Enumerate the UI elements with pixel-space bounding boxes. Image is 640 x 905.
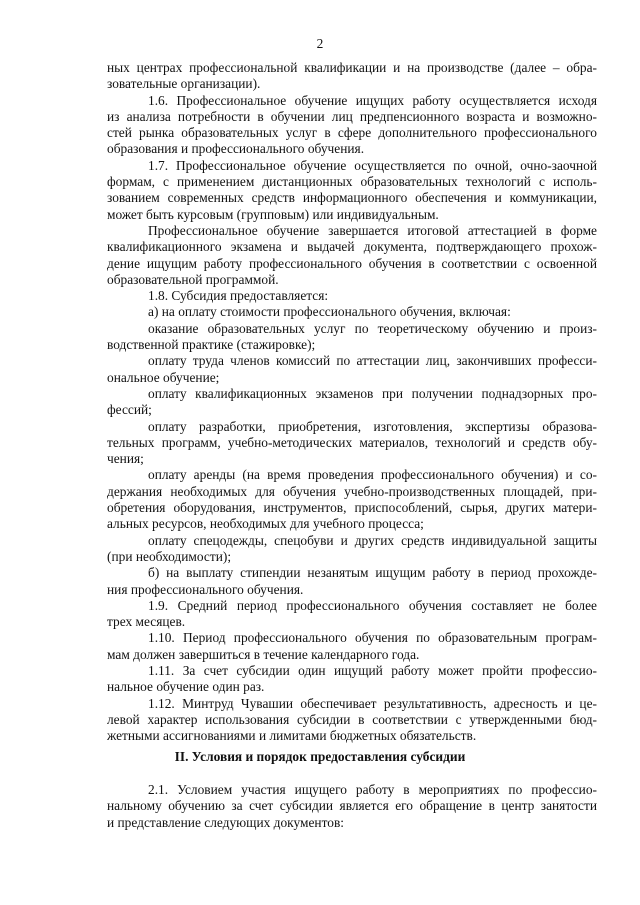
text-line: 1.9. Средний период профессионального обучения составляет не более xyxy=(148,597,597,613)
text-line: зовательные организации). xyxy=(107,76,261,92)
text-line: альных ресурсов, необходимых для учебного процесса; xyxy=(107,516,424,532)
text-line: зованием современных средств информационного обеспечения и коммуникации, xyxy=(107,190,597,206)
text-line: из анализа потребности в обучении лиц предпенсионного возраста и возможно- xyxy=(107,108,597,124)
text-line: ных центрах профессиональной квалификации и на производстве (далее – обра- xyxy=(107,60,597,75)
text-line: обретения оборудования, инструментов, приспособлений, сырья, других матери- xyxy=(107,500,597,516)
text-line: стей рынка образовательных услуг в сфере дополнительного профессионального xyxy=(107,125,597,141)
text-line: и представление следующих документов: xyxy=(107,814,345,830)
text-line: формам, с применением дистанционных образовательных технологий с исполь- xyxy=(107,174,597,190)
text-line: Профессиональное обучение завершается итоговой аттестацией в форме xyxy=(148,222,597,238)
text-line: нальное обучение один раз. xyxy=(107,679,265,695)
text-line: б) на выплату стипендии незанятым ищущим работу в период прохожде- xyxy=(148,565,597,581)
text-line: 1.12. Минтруд Чувашии обеспечивает результативность, адресность и це- xyxy=(148,695,597,711)
text-line: ния профессионального обучения. xyxy=(107,581,304,597)
text-line: ональное обучение; xyxy=(107,369,220,385)
text-line: левой характер использования субсидии в соответствии с утвержденными бюд- xyxy=(107,711,597,727)
text-line: тельных программ, учебно-методических материалов, технологий и средств обу- xyxy=(107,434,597,450)
text-line: оплату спецодежды, спецобуви и других средств индивидуальной защиты xyxy=(148,532,597,548)
text-line: нальному обучению за счет субсидии является его обращение в центр занятости xyxy=(107,798,597,814)
text-line: может быть курсовым (групповым) или индивидуальным. xyxy=(107,206,439,222)
text-line: образовательной программой. xyxy=(107,271,279,287)
text-line: жетными ассигнованиями и лимитами бюджетных обязательств. xyxy=(107,728,477,744)
document-body xyxy=(107,60,597,744)
text-line: 1.10. Период профессионального обучения по образовательным програм- xyxy=(148,630,597,646)
text-line: 2.1. Условием участия ищущего работу в мероприятиях по профессио- xyxy=(148,782,597,797)
text-line: квалификационного экзамена и выдачей документа, подтверждающего прохож- xyxy=(107,239,597,255)
text-line: оплату разработки, приобретения, изготовления, экспертизы образова- xyxy=(148,418,597,434)
text-line: 1.6. Профессиональное обучение ищущих работу осуществляется исходя xyxy=(148,92,597,108)
text-line: (при необходимости); xyxy=(107,548,232,564)
text-line: чения; xyxy=(107,451,144,467)
text-line: дение ищущим работу профессионального обучения в соответствии с освоенной xyxy=(107,255,597,271)
text-line: мам должен завершиться в течение календарного года. xyxy=(107,646,420,662)
text-line: трех месяцев. xyxy=(107,614,186,630)
text-line: а) на оплату стоимости профессионального обучения, включая: xyxy=(148,304,511,320)
text-line: держания необходимых для обучения учебно-производственных площадей, при- xyxy=(107,483,597,499)
text-line: водственной практике (стажировке); xyxy=(107,337,316,353)
section-2-body xyxy=(107,782,597,831)
text-line: оплату квалификационных экзаменов при получении поднадзорных про- xyxy=(148,385,597,401)
text-line: образования и профессионального обучения. xyxy=(107,141,365,157)
text-line: 1.7. Профессиональное обучение осуществляется по очной, очно-заочной xyxy=(148,157,597,173)
text-line: оплату аренды (на время проведения профессионального обучения) и со- xyxy=(148,467,597,483)
text-line: оплату труда членов комиссий по аттестации лиц, закончивших професси- xyxy=(148,353,597,369)
text-line: 1.11. За счет субсидии один ищущий работу может пройти профессио- xyxy=(148,662,597,678)
section-heading: II. Условия и порядок предоставления субсидии xyxy=(174,749,466,764)
text-line: фессий; xyxy=(107,402,152,418)
page-number: 2 xyxy=(316,36,324,51)
text-line: оказание образовательных услуг по теоретическому обучению и произ- xyxy=(148,320,597,336)
text-line: 1.8. Субсидия предоставляется: xyxy=(148,288,329,304)
